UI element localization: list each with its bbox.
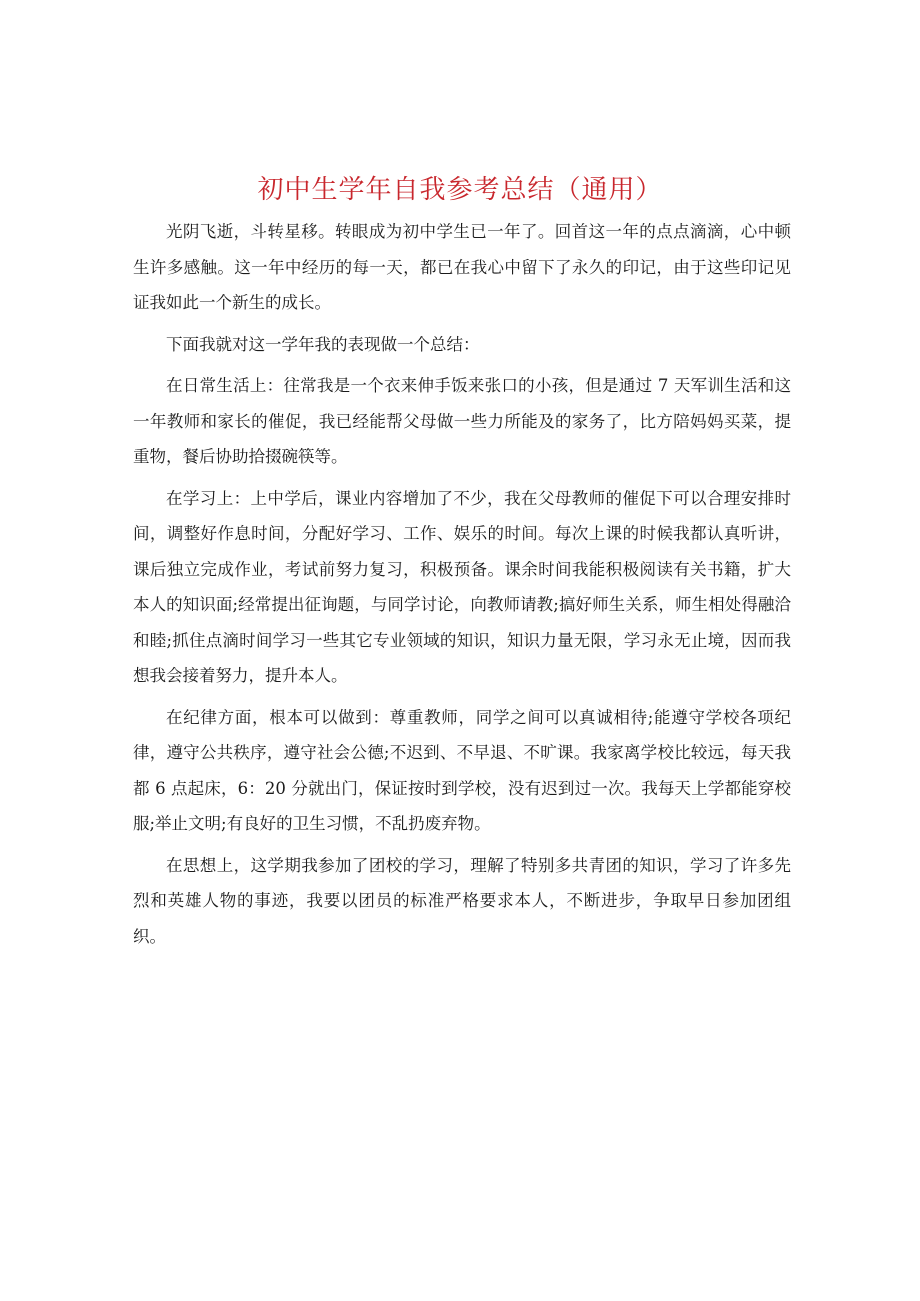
paragraph-discipline: 在纪律方面，根本可以做到：尊重教师，同学之间可以真诚相待;能遵守学校各项纪律，遵守公共秩序，遵守社会公德;不迟到、不早退、不旷课。我家离学校比较远，每天我都 6 点起床，6：20 分就出门，保证按时到学校，没有迟到过一次。我每天上学都能穿校服;举止文明;有良好的卫生习惯，不乱扔废弃物。 bbox=[133, 707, 791, 833]
paragraph-ideology: 在思想上，这学期我参加了团校的学习，理解了特别多共青团的知识，学习了许多先烈和英雄人物的事迹，我要以团员的标准严格要求本人，不断进步，争取早日参加团组织。 bbox=[133, 855, 791, 946]
paragraph-summary-lead: 下面我就对这一学年我的表现做一个总结： bbox=[166, 334, 480, 354]
document-body bbox=[133, 214, 791, 960]
document-title: 初中生学年自我参考总结（通用） bbox=[257, 175, 663, 205]
paragraph-study: 在学习上：上中学后，课业内容增加了不少，我在父母教师的催促下可以合理安排时间，调整好作息时间，分配好学习、工作、娱乐的时间。每次上课的时候我都认真听讲，课后独立完成作业，考试前努力复习，积极预备。课余时间我能积极阅读有关书籍，扩大本人的知识面;经常提出征询题，与同学讨论，向教师请教;搞好师生关系，师生相处得融洽和睦;抓住点滴时间学习一些其它专业领域的知识，知识力量无限，学习永无止境，因而我想我会接着努力，提升本人。 bbox=[133, 488, 791, 685]
paragraph-intro: 光阴飞逝，斗转星移。转眼成为初中学生已一年了。回首这一年的点点滴滴，心中顿生许多感触。这一年中经历的每一天，都已在我心中留下了永久的印记，由于这些印记见证我如此一个新生的成长。 bbox=[133, 222, 791, 312]
paragraph-daily-life: 在日常生活上：往常我是一个衣来伸手饭来张口的小孩，但是通过 7 天军训生活和这一年教师和家长的催促，我已经能帮父母做一些力所能及的家务了，比方陪妈妈买菜，提重物，餐后协助拾掇碗筷等。 bbox=[133, 376, 791, 466]
